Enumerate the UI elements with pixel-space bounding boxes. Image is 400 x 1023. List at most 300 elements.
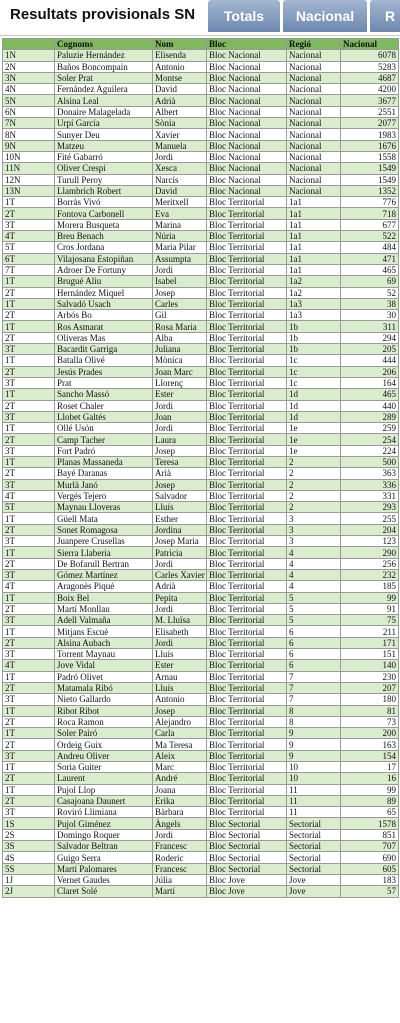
cell-bloc: Bloc Territorial (207, 581, 287, 592)
cell-position: 2T (3, 434, 55, 445)
cell-nom: Lluís (153, 682, 207, 693)
cell-position: 2T (3, 773, 55, 784)
cell-nom: Salvador (153, 490, 207, 501)
cell-position: 1T (3, 784, 55, 795)
cell-bloc: Bloc Territorial (207, 287, 287, 298)
cell-regio: 1e (287, 434, 341, 445)
cell-cognoms: Llambrich Robert (55, 185, 153, 196)
cell-position: 6T (3, 253, 55, 264)
cell-position: 11N (3, 163, 55, 174)
table-row (3, 468, 399, 479)
table-row (3, 95, 399, 106)
cell-cognoms: De Bofarull Bertran (55, 558, 153, 569)
cell-bloc: Bloc Territorial (207, 264, 287, 275)
cell-votes: 224 (341, 445, 399, 456)
cell-votes: 256 (341, 558, 399, 569)
cell-votes: 294 (341, 332, 399, 343)
table-row (3, 874, 399, 885)
cell-regio: 6 (287, 637, 341, 648)
cell-bloc: Bloc Territorial (207, 411, 287, 422)
cell-bloc: Bloc Territorial (207, 784, 287, 795)
cell-votes: 311 (341, 321, 399, 332)
cell-position: 13N (3, 185, 55, 196)
table-row (3, 423, 399, 434)
cell-cognoms: Nieto Gallardo (55, 694, 153, 705)
cell-cognoms: Vernet Gaudes (55, 874, 153, 885)
cell-votes: 17 (341, 762, 399, 773)
cell-votes: 444 (341, 355, 399, 366)
cell-cognoms: Cros Jordana (55, 242, 153, 253)
cell-cognoms: Prat (55, 377, 153, 388)
cell-nom: Jordi (153, 603, 207, 614)
cell-regio: 4 (287, 569, 341, 580)
cell-nom: Jordi (153, 423, 207, 434)
cell-position: 3T (3, 649, 55, 660)
cell-nom: Pepita (153, 592, 207, 603)
cell-cognoms: Matzeu (55, 140, 153, 151)
cell-regio: 2 (287, 456, 341, 467)
cell-bloc: Bloc Nacional (207, 84, 287, 95)
cell-nom: Eva (153, 208, 207, 219)
cell-bloc: Bloc Territorial (207, 321, 287, 332)
cell-regio: 1c (287, 377, 341, 388)
cell-votes: 1558 (341, 151, 399, 162)
cell-bloc: Bloc Territorial (207, 603, 287, 614)
cell-cognoms: Breu Benach (55, 231, 153, 242)
cell-votes: 1676 (341, 140, 399, 151)
cell-regio: 7 (287, 682, 341, 693)
cell-regio: Nacional (287, 72, 341, 83)
col-header-cognoms: Cognoms (55, 39, 153, 50)
tab-totals[interactable]: Totals (208, 0, 280, 32)
col-header-bloc: Bloc (207, 39, 287, 50)
cell-votes: 52 (341, 287, 399, 298)
cell-bloc: Bloc Territorial (207, 671, 287, 682)
cell-votes: 440 (341, 400, 399, 411)
cell-votes: 336 (341, 479, 399, 490)
cell-bloc: Bloc Nacional (207, 118, 287, 129)
cell-nom: Patricia (153, 547, 207, 558)
cell-nom: Arnau (153, 671, 207, 682)
table-row (3, 660, 399, 671)
cell-cognoms: Fontova Carbonell (55, 208, 153, 219)
cell-regio: 5 (287, 603, 341, 614)
cell-bloc: Bloc Territorial (207, 389, 287, 400)
col-header-regio: Regió (287, 39, 341, 50)
cell-votes: 204 (341, 524, 399, 535)
cell-position: 5T (3, 502, 55, 513)
tab-r[interactable]: R (370, 0, 400, 32)
table-row (3, 151, 399, 162)
cell-votes: 465 (341, 389, 399, 400)
cell-cognoms: Salvadó Usach (55, 298, 153, 309)
cell-position: 1T (3, 547, 55, 558)
cell-votes: 183 (341, 874, 399, 885)
cell-votes: 1352 (341, 185, 399, 196)
cell-cognoms: Borràs Vivó (55, 197, 153, 208)
cell-position: 3T (3, 569, 55, 580)
cell-regio: Nacional (287, 151, 341, 162)
table-row (3, 242, 399, 253)
cell-cognoms: Camp Tacher (55, 434, 153, 445)
cell-regio: 1a1 (287, 264, 341, 275)
table-header-row (3, 39, 399, 50)
cell-bloc: Bloc Nacional (207, 129, 287, 140)
cell-position: 1T (3, 321, 55, 332)
cell-regio: 1a1 (287, 253, 341, 264)
cell-regio: 10 (287, 773, 341, 784)
cell-nom: Ester (153, 660, 207, 671)
cell-regio: 1a1 (287, 197, 341, 208)
cell-votes: 207 (341, 682, 399, 693)
cell-position: 3T (3, 445, 55, 456)
table-row (3, 287, 399, 298)
cell-cognoms: Ros Asmarat (55, 321, 153, 332)
cell-cognoms: Brugué Aliu (55, 276, 153, 287)
table-row (3, 852, 399, 863)
cell-position: 1T (3, 423, 55, 434)
cell-regio: 6 (287, 626, 341, 637)
cell-nom: Assumpta (153, 253, 207, 264)
table-row (3, 310, 399, 321)
cell-bloc: Bloc Sectorial (207, 841, 287, 852)
cell-nom: Jordina (153, 524, 207, 535)
cell-position: 3N (3, 72, 55, 83)
table-row (3, 366, 399, 377)
cell-nom: Laura (153, 434, 207, 445)
cell-nom: Meritxell (153, 197, 207, 208)
cell-position: 5N (3, 95, 55, 106)
table-row (3, 163, 399, 174)
cell-regio: 4 (287, 558, 341, 569)
table-row (3, 705, 399, 716)
cell-position: 2N (3, 61, 55, 72)
cell-nom: Isabel (153, 276, 207, 287)
table-row (3, 400, 399, 411)
cell-bloc: Bloc Territorial (207, 242, 287, 253)
cell-position: 1T (3, 592, 55, 603)
cell-position: 3T (3, 344, 55, 355)
cell-regio: 2 (287, 479, 341, 490)
cell-cognoms: Murlà Janó (55, 479, 153, 490)
cell-cognoms: Ribot Ribot (55, 705, 153, 716)
table-row (3, 536, 399, 547)
cell-cognoms: Donaire Malagelada (55, 106, 153, 117)
cell-votes: 4687 (341, 72, 399, 83)
cell-position: 2T (3, 208, 55, 219)
cell-nom: Montse (153, 72, 207, 83)
cell-position: 1T (3, 389, 55, 400)
cell-regio: 6 (287, 660, 341, 671)
cell-votes: 1549 (341, 174, 399, 185)
cell-votes: 89 (341, 795, 399, 806)
cell-nom: Adrià (153, 581, 207, 592)
cell-bloc: Bloc Territorial (207, 355, 287, 366)
cell-votes: 200 (341, 728, 399, 739)
cell-votes: 465 (341, 264, 399, 275)
cell-votes: 363 (341, 468, 399, 479)
cell-votes: 5283 (341, 61, 399, 72)
cell-position: 2T (3, 287, 55, 298)
cell-regio: Nacional (287, 95, 341, 106)
cell-regio: 2 (287, 468, 341, 479)
cell-nom: Josep (153, 479, 207, 490)
table-row (3, 174, 399, 185)
cell-nom: Rosa Maria (153, 321, 207, 332)
cell-votes: 151 (341, 649, 399, 660)
table-row (3, 377, 399, 388)
cell-bloc: Bloc Territorial (207, 479, 287, 490)
cell-cognoms: Arbós Bo (55, 310, 153, 321)
cell-regio: 11 (287, 795, 341, 806)
cell-nom: Albert (153, 106, 207, 117)
table-row (3, 581, 399, 592)
cell-regio: 1b (287, 344, 341, 355)
cell-nom: David (153, 84, 207, 95)
table-row (3, 389, 399, 400)
cell-position: 1J (3, 874, 55, 885)
cell-regio: 1a2 (287, 276, 341, 287)
cell-nom: Xavier (153, 129, 207, 140)
table-row (3, 739, 399, 750)
cell-bloc: Bloc Territorial (207, 569, 287, 580)
cell-cognoms: Roviró Llimiana (55, 807, 153, 818)
cell-cognoms: Pujol Llop (55, 784, 153, 795)
cell-regio: Nacional (287, 174, 341, 185)
cell-cognoms: Bayé Daranas (55, 468, 153, 479)
cell-regio: 1c (287, 355, 341, 366)
cell-cognoms: Morera Busqueta (55, 219, 153, 230)
cell-nom: Joana (153, 784, 207, 795)
cell-position: 7T (3, 264, 55, 275)
cell-position: 1T (3, 705, 55, 716)
cell-votes: 677 (341, 219, 399, 230)
cell-votes: 123 (341, 536, 399, 547)
cell-regio: 3 (287, 536, 341, 547)
cell-regio: 1a1 (287, 242, 341, 253)
cell-nom: Josep Maria (153, 536, 207, 547)
cell-votes: 30 (341, 310, 399, 321)
cell-nom: Joan (153, 411, 207, 422)
cell-cognoms: Turull Peroy (55, 174, 153, 185)
cell-position: 3T (3, 615, 55, 626)
cell-bloc: Bloc Territorial (207, 490, 287, 501)
table-row (3, 445, 399, 456)
cell-votes: 16 (341, 773, 399, 784)
cell-regio: 8 (287, 716, 341, 727)
cell-votes: 185 (341, 581, 399, 592)
table-row (3, 332, 399, 343)
cell-bloc: Bloc Sectorial (207, 829, 287, 840)
cell-regio: Nacional (287, 163, 341, 174)
cell-position: 1T (3, 355, 55, 366)
table-row (3, 140, 399, 151)
table-row (3, 524, 399, 535)
cell-regio: 1b (287, 332, 341, 343)
cell-bloc: Bloc Territorial (207, 445, 287, 456)
cell-bloc: Bloc Territorial (207, 750, 287, 761)
tab-nacional[interactable]: Nacional (283, 0, 367, 32)
cell-position: 3T (3, 750, 55, 761)
cell-regio: 11 (287, 807, 341, 818)
cell-position: 4T (3, 581, 55, 592)
cell-regio: Nacional (287, 185, 341, 196)
table-row (3, 841, 399, 852)
table-row (3, 807, 399, 818)
cell-cognoms: Matamala Ribó (55, 682, 153, 693)
cell-votes: 289 (341, 411, 399, 422)
cell-bloc: Bloc Nacional (207, 72, 287, 83)
cell-bloc: Bloc Sectorial (207, 818, 287, 829)
cell-position: 3T (3, 219, 55, 230)
cell-position: 4N (3, 84, 55, 95)
cell-bloc: Bloc Jove (207, 886, 287, 897)
cell-regio: 1b (287, 321, 341, 332)
cell-nom: Bàrbara (153, 807, 207, 818)
cell-position: 2T (3, 310, 55, 321)
cell-cognoms: Paluzie Hernández (55, 50, 153, 61)
cell-votes: 69 (341, 276, 399, 287)
cell-position: 2T (3, 400, 55, 411)
cell-bloc: Bloc Territorial (207, 423, 287, 434)
cell-bloc: Bloc Jove (207, 874, 287, 885)
cell-nom: Esther (153, 513, 207, 524)
table-row (3, 490, 399, 501)
cell-bloc: Bloc Territorial (207, 615, 287, 626)
cell-regio: 3 (287, 513, 341, 524)
cell-bloc: Bloc Sectorial (207, 863, 287, 874)
results-table (2, 38, 399, 898)
cell-cognoms: Torrent Maynau (55, 649, 153, 660)
cell-cognoms: Andreu Oliver (55, 750, 153, 761)
cell-bloc: Bloc Territorial (207, 434, 287, 445)
cell-position: 12N (3, 174, 55, 185)
table-row (3, 479, 399, 490)
cell-bloc: Bloc Territorial (207, 773, 287, 784)
cell-cognoms: Batalla Olivé (55, 355, 153, 366)
table-row (3, 72, 399, 83)
cell-regio: 1a1 (287, 208, 341, 219)
cell-regio: 4 (287, 547, 341, 558)
table-body (3, 50, 399, 897)
cell-cognoms: Boix Bel (55, 592, 153, 603)
table-row (3, 637, 399, 648)
cell-position: 2T (3, 524, 55, 535)
cell-cognoms: Adroer De Fortuny (55, 264, 153, 275)
table-row (3, 298, 399, 309)
cell-regio: 1a1 (287, 219, 341, 230)
cell-nom: Francesc (153, 863, 207, 874)
cell-regio: 1d (287, 400, 341, 411)
cell-cognoms: Salvador Beltran (55, 841, 153, 852)
cell-regio: 9 (287, 728, 341, 739)
cell-position: 3T (3, 377, 55, 388)
cell-cognoms: Maynau Lloveras (55, 502, 153, 513)
cell-regio: 1e (287, 423, 341, 434)
cell-votes: 331 (341, 490, 399, 501)
cell-nom: Roderic (153, 852, 207, 863)
cell-position: 2T (3, 795, 55, 806)
cell-votes: 259 (341, 423, 399, 434)
table-row (3, 547, 399, 558)
table-row (3, 344, 399, 355)
cell-cognoms: Juanpere Crusellas (55, 536, 153, 547)
cell-votes: 2077 (341, 118, 399, 129)
cell-votes: 1983 (341, 129, 399, 140)
cell-nom: Ester (153, 389, 207, 400)
cell-regio: Jove (287, 874, 341, 885)
cell-position: 3T (3, 694, 55, 705)
cell-cognoms: Casajoana Daunert (55, 795, 153, 806)
table-row (3, 773, 399, 784)
cell-cognoms: Fité Gabarró (55, 151, 153, 162)
table-row (3, 253, 399, 264)
cell-cognoms: Mitjans Escuè (55, 626, 153, 637)
cell-position: 3T (3, 411, 55, 422)
cell-cognoms: Ordeig Guix (55, 739, 153, 750)
table-row (3, 716, 399, 727)
cell-position: 3T (3, 536, 55, 547)
cell-regio: 1a3 (287, 298, 341, 309)
cell-bloc: Bloc Nacional (207, 174, 287, 185)
cell-position: 1T (3, 456, 55, 467)
cell-regio: Sectorial (287, 829, 341, 840)
cell-bloc: Bloc Sectorial (207, 852, 287, 863)
cell-position: 1T (3, 626, 55, 637)
cell-position: 5T (3, 242, 55, 253)
cell-nom: Francesc (153, 841, 207, 852)
cell-cognoms: Soler Pairó (55, 728, 153, 739)
cell-nom: Jordi (153, 829, 207, 840)
cell-cognoms: Sonet Romagosa (55, 524, 153, 535)
table-row (3, 682, 399, 693)
cell-nom: Marina (153, 219, 207, 230)
table-row (3, 502, 399, 513)
cell-nom: Júlia (153, 874, 207, 885)
cell-position: 2T (3, 558, 55, 569)
cell-cognoms: Fort Padró (55, 445, 153, 456)
cell-position: 2J (3, 886, 55, 897)
cell-votes: 57 (341, 886, 399, 897)
cell-regio: 1c (287, 366, 341, 377)
cell-regio: Nacional (287, 129, 341, 140)
cell-bloc: Bloc Territorial (207, 366, 287, 377)
cell-regio: 7 (287, 694, 341, 705)
table-row (3, 603, 399, 614)
cell-votes: 522 (341, 231, 399, 242)
cell-votes: 38 (341, 298, 399, 309)
table-row (3, 513, 399, 524)
cell-position: 3T (3, 807, 55, 818)
cell-nom: Aleix (153, 750, 207, 761)
table-row (3, 456, 399, 467)
table-row (3, 558, 399, 569)
cell-bloc: Bloc Territorial (207, 502, 287, 513)
cell-votes: 776 (341, 197, 399, 208)
cell-votes: 293 (341, 502, 399, 513)
cell-votes: 211 (341, 626, 399, 637)
cell-votes: 65 (341, 807, 399, 818)
cell-cognoms: Oliver Crespí (55, 163, 153, 174)
cell-bloc: Bloc Territorial (207, 310, 287, 321)
cell-votes: 6078 (341, 50, 399, 61)
cell-votes: 1549 (341, 163, 399, 174)
cell-bloc: Bloc Territorial (207, 626, 287, 637)
cell-position: 1T (3, 513, 55, 524)
table-row (3, 264, 399, 275)
cell-position: 6N (3, 106, 55, 117)
cell-votes: 171 (341, 637, 399, 648)
